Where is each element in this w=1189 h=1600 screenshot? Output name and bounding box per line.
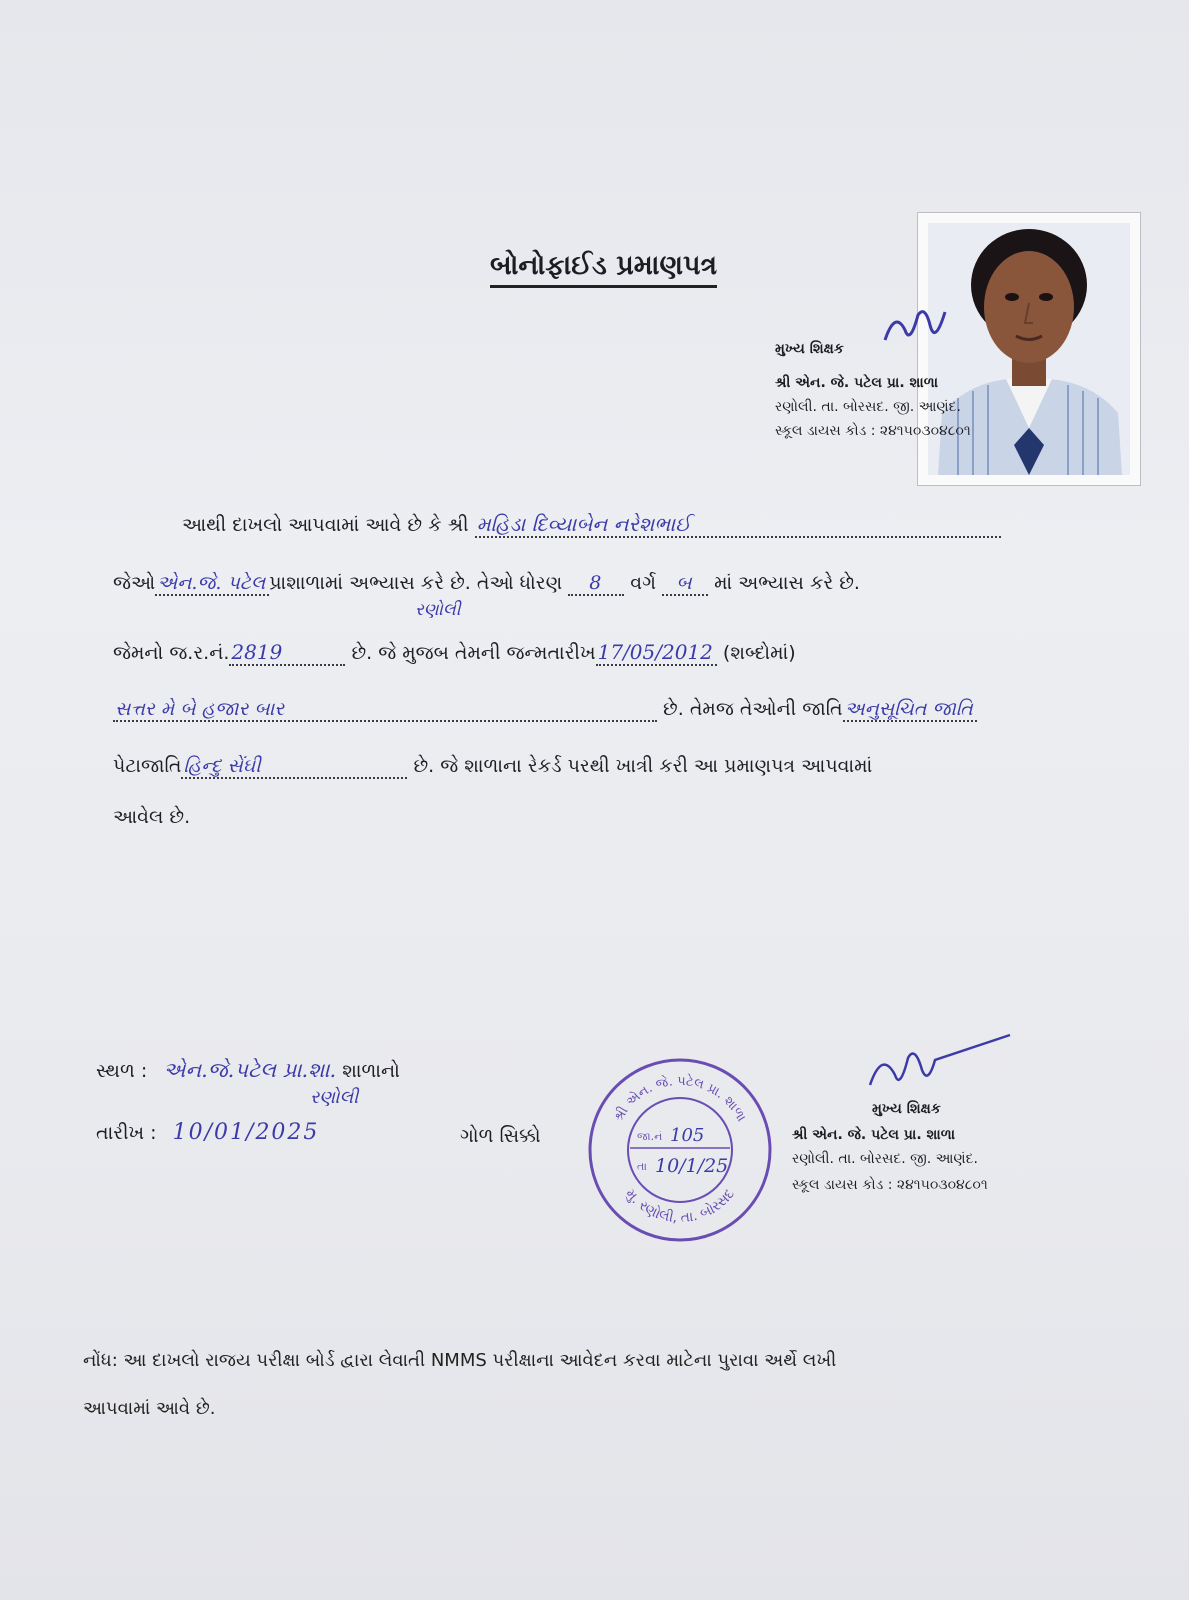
l5-end: છે. જે શાળાના રેકર્ડ પરથી ખાત્રી કરી આ પ્રમાણપત્ર આપવામાં (413, 755, 873, 777)
place-suffix: શાળાનો (342, 1060, 400, 1082)
body-line-4 (113, 698, 977, 722)
photo-stamp-address: રણોલી. તા. બોરસદ. જી. આણંદ. (775, 399, 961, 415)
birth-date-words-value: સત્તર મે બે હજાર બાર (113, 698, 657, 722)
l3-end: (શબ્દોમાં) (722, 642, 796, 664)
place-line (96, 1058, 400, 1083)
principal-signature (860, 1030, 1020, 1100)
photo-stamp-signature (880, 300, 955, 355)
student-name-value: મહિડા દિવ્યાબેન નરેશભાઈ (475, 512, 1001, 538)
l5-prefix: પેટાજાતિ (113, 755, 182, 777)
place-label: સ્થળ : (96, 1060, 148, 1082)
l3-mid: છે. જે મુજબ તેમની જન્મતારીખ (351, 642, 596, 664)
body-line-6: આવેલ છે. (113, 806, 191, 828)
subcaste-value: હિન્દુ સેંઘી (181, 755, 407, 779)
birth-date-value: 17/05/2012 (596, 640, 717, 666)
svg-text:મુ. રણોલી, તા. બોરસદ (622, 1186, 738, 1226)
date-value: 10/01/2025 (172, 1120, 320, 1145)
l2-prefix: જેઓ (113, 572, 156, 594)
l3-prefix: જેમનો જ.ર.નં. (113, 642, 230, 664)
school-name-annotation: રણોલી (415, 600, 461, 620)
principal-dise-code: સ્કૂલ ડાયસ કોડ : ૨૪૧૫૦૩૦૪૮૦૧ (792, 1177, 988, 1193)
body-line-2 (113, 572, 860, 596)
l2-mid2: વર્ગ (630, 572, 657, 594)
gr-number-value: 2819 (229, 640, 345, 666)
l2-end: માં અભ્યાસ કરે છે. (714, 572, 860, 594)
photo-stamp-designation: મુખ્ય શિક્ષક (775, 341, 844, 357)
note-line-2: આપવામાં આવે છે. (83, 1398, 216, 1419)
principal-address: રણોલી. તા. બોરસદ. જી. આણંદ. (792, 1151, 978, 1167)
seal-inward-no: 105 (670, 1125, 705, 1146)
date-label: તારીખ : (96, 1122, 157, 1144)
body-line-3 (113, 640, 796, 666)
certificate-title: બોનોફાઈડ પ્રમાણપત્ર (490, 250, 717, 288)
principal-school: શ્રી એન. જે. પટેલ પ્રા. શાળા (792, 1127, 956, 1143)
l4-mid: છે. તેમજ તેઓની જાતિ (663, 698, 843, 720)
seal-date-label: તા (637, 1160, 647, 1173)
seal-date-value: 10/1/25 (655, 1155, 729, 1177)
seal-ring-top: શ્રી એન. જે. પટેલ પ્રા. શાળા (611, 1073, 749, 1125)
place-annotation: રણોલી (310, 1087, 359, 1108)
division-value: બ (662, 572, 708, 596)
date-line (96, 1120, 319, 1145)
round-seal (585, 1055, 775, 1249)
body-line-5 (113, 755, 872, 779)
seal-inward-label: જા.નં (637, 1130, 663, 1143)
l2-mid: પ્રાશાળામાં અભ્યાસ કરે છે. તેઓ ધોરણ (269, 572, 563, 594)
standard-value: 8 (568, 572, 624, 596)
photo-stamp-school: શ્રી એન. જે. પટેલ પ્રા. શાળા (775, 375, 939, 391)
school-name-value: એન.જે. પટેલ (155, 572, 269, 596)
place-value: એન.જે.પટેલ પ્રા.શા. (163, 1058, 337, 1082)
body-line-1 (182, 512, 1001, 538)
seal-label: ગોળ સિક્કો (460, 1125, 541, 1147)
note-line-1: નોંધ: આ દાખલો રાજય પરીક્ષા બોર્ડ દ્વારા લેવાતી NMMS પરીક્ષાના આવેદન કરવા માટેના પુરાવા અર્થે લખી (83, 1350, 837, 1371)
seal-ring-bottom: મુ. રણોલી, તા. બોરસદ (621, 1186, 739, 1227)
principal-designation: મુખ્ય શિક્ષક (872, 1101, 941, 1117)
caste-value: અનુસૂચિત જાતિ (843, 698, 977, 722)
l1-prefix: આથી દાખલો આપવામાં આવે છે કે શ્રી (182, 514, 469, 536)
photo-stamp-dise-code: સ્કૂલ ડાયસ કોડ : ૨૪૧૫૦૩૦૪૮૦૧ (775, 423, 971, 439)
